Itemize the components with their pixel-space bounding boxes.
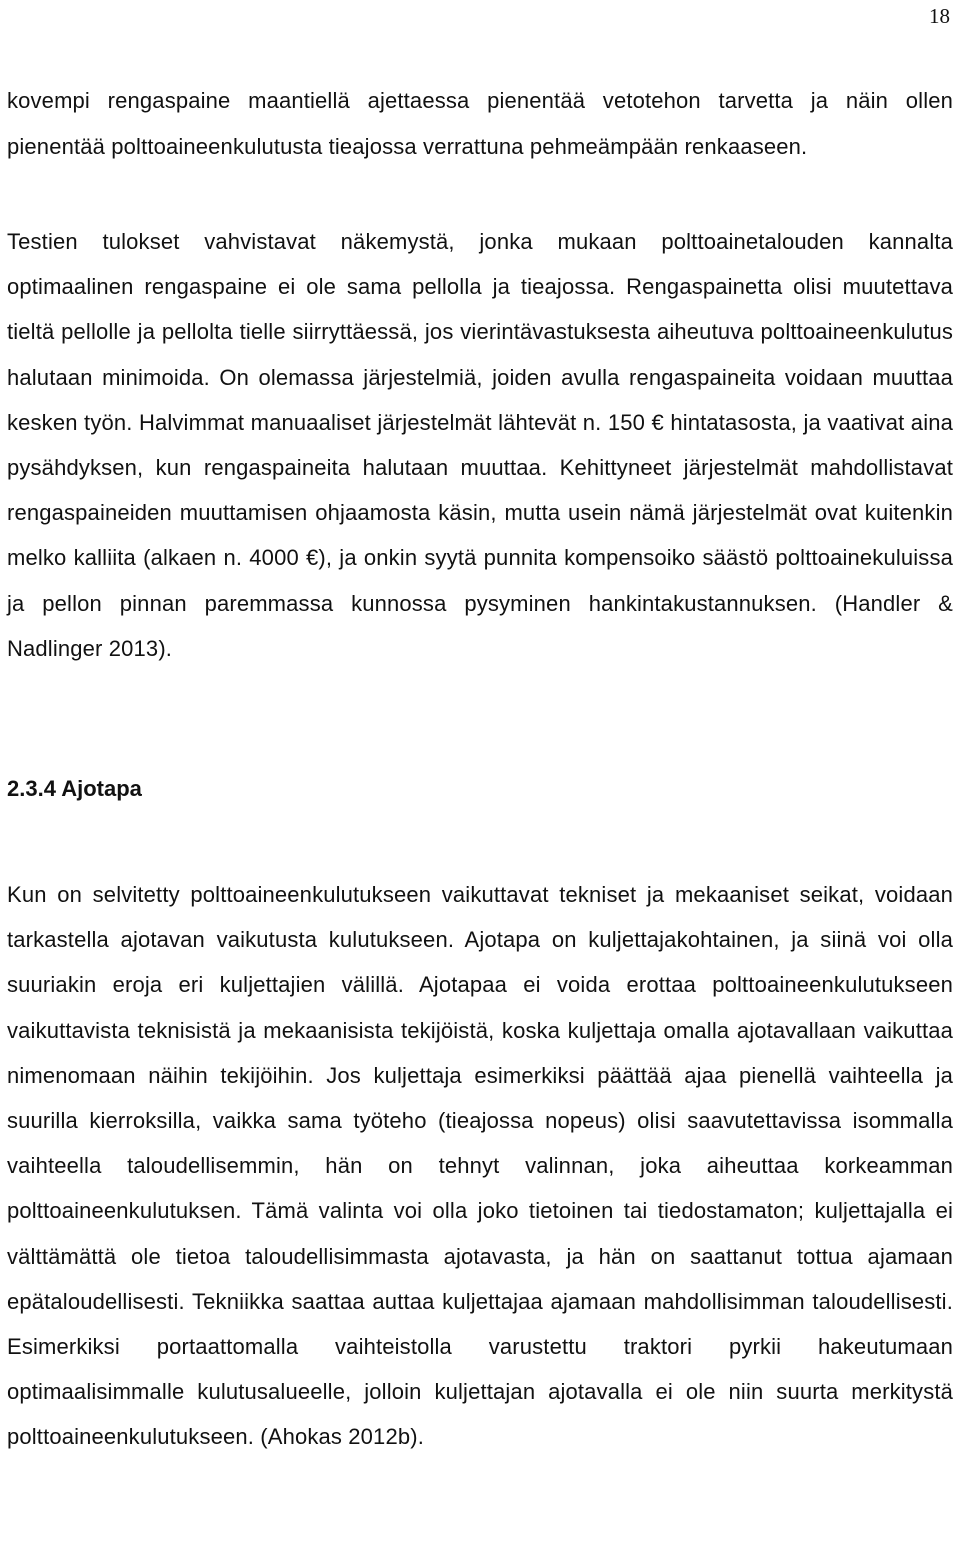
section-heading: 2.3.4 Ajotapa — [7, 776, 142, 802]
paragraph-tire-pressure-systems: Testien tulokset vahvistavat näkemystä, jonka mukaan polttoainetalouden kannalta optimaalinen rengaspaine ei ole sama pellolla ja tieajossa. Rengaspainetta olisi muutettava tieltä pellolle ja pellolta tielle siirryttäessä, jos vierintävastuksesta aiheutuva polttoaineenkulutus halutaan minimoida. On olemassa järjestelmiä, joiden avulla rengaspaineita voidaan muuttaa kesken työn. Halvimmat manuaaliset järjestelmät lähtevät n. 150 € hintatasosta, ja vaativat aina pysähdyksen, kun rengaspaineita halutaan muuttaa. Kehittyneet järjestelmät mahdollistavat rengaspaineiden muuttamisen ohjaamosta käsin, mutta usein nämä järjestelmät ovat kuitenkin melko kalliita (alkaen n. 4000 €), ja onkin syytä punnita kompensoiko säästö polttoainekuluissa ja pellon pinnan paremmassa kunnossa pysyminen hankintakustannuksen. (Handler & Nadlinger 2013). — [7, 229, 953, 661]
paragraph-driving-style: Kun on selvitetty polttoaineenkulutukseen vaikuttavat tekniset ja mekaaniset seikat, voidaan tarkastella ajotavan vaikutusta kulutukseen. Ajotapa on kuljettajakohtainen, ja siinä voi olla suuriakin eroja eri kuljettajien välillä. Ajotapaa ei voida erottaa polttoaineenkulutukseen vaikuttavista teknisistä ja mekaanisista tekijöistä, koska kuljettaja omalla ajotavallaan vaikuttaa nimenomaan näihin tekijöihin. Jos kuljettaja esimerkiksi päättää ajaa pienellä vaihteella ja suurilla kierroksilla, vaikka sama työteho (tieajossa nopeus) olisi saavutettavissa isommalla vaihteella taloudellisemmin, hän on tehnyt valinnan, joka aiheuttaa korkeamman polttoaineenkulutuksen. Tämä valinta voi olla joko tietoinen tai tiedostamaton; kuljettajalla ei välttämättä ole tietoa taloudellisimmasta ajotavasta, ja hän on saattanut tottua ajamaan epätaloudellisesti. Tekniikka saattaa auttaa kuljettajaa ajamaan mahdollisimman taloudellisesti. Esimerkiksi portaattomalla vaihteistolla varustettu traktori pyrkii hakeutumaan optimaalisimmalle kulutusalueelle, jolloin kuljettajan ajotavalla ei ole niin suurta merkitystä polttoaineenkulutukseen. (Ahokas 2012b). — [7, 882, 953, 1450]
paragraph-tire-pressure-intro: kovempi rengaspaine maantiellä ajettaessa pienentää vetotehon tarvetta ja näin ollen pienentää polttoaineenkulutusta tieajossa verrattuna pehmeämpään renkaaseen. — [7, 88, 953, 159]
page-number: 18 — [929, 4, 950, 28]
document-body — [7, 78, 953, 1460]
